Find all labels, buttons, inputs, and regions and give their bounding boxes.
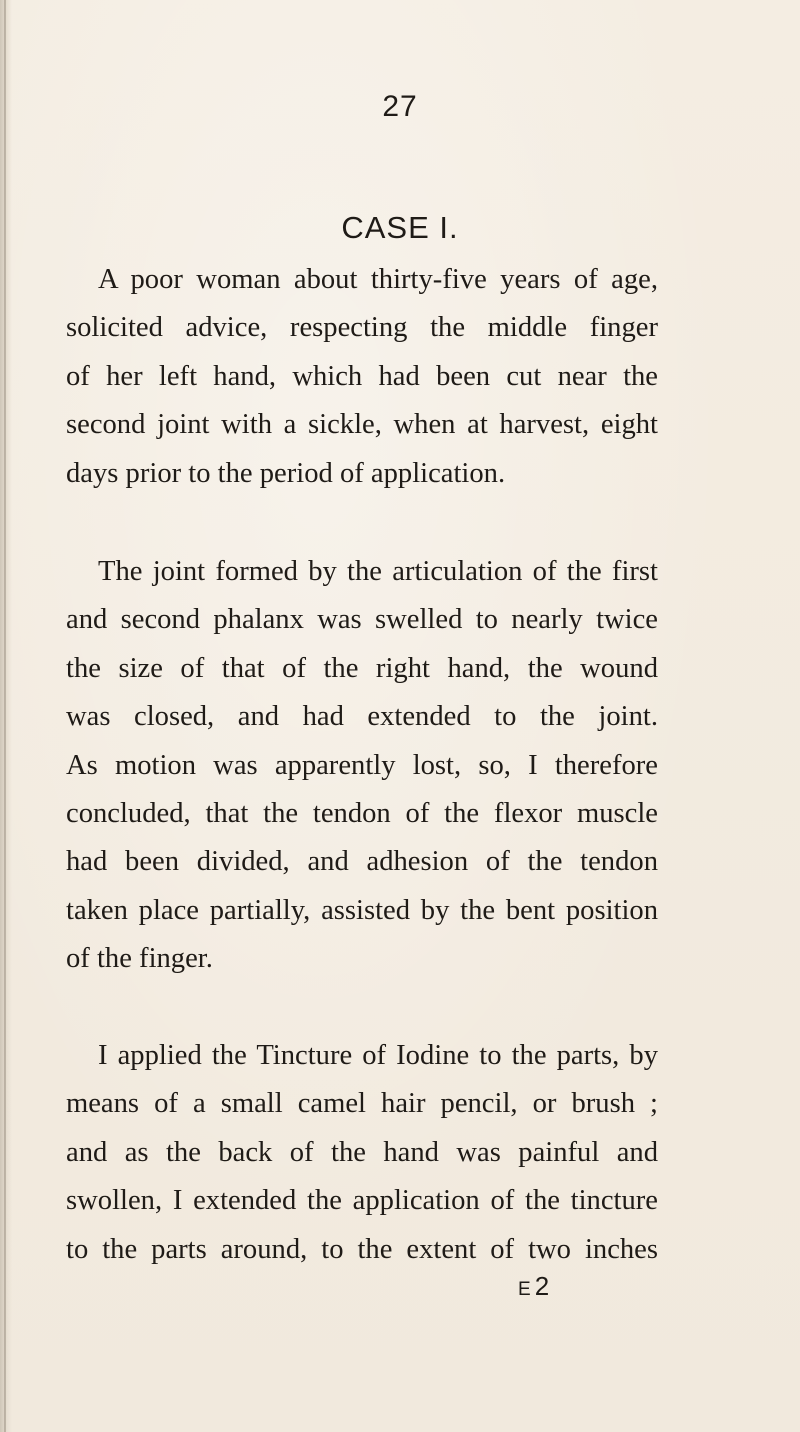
paragraph-2-line-5: As motion was apparently lost, so, I therefore	[66, 749, 658, 781]
paragraph-1-line-1: A poor woman about thirty-five years of age,	[98, 264, 658, 295]
paragraph-1-line-5: days prior to the period of application.	[66, 457, 506, 489]
paragraph-3-line-1: I applied the Tincture of Iodine to the parts, by	[98, 1040, 658, 1071]
paragraph-1-line-4: second joint with a sickle, when at harvest, eight	[66, 409, 658, 441]
paragraph-1-line-3: of her left hand, which had been cut near the	[66, 360, 658, 392]
paragraph-2-line-7: had been divided, and adhesion of the tendon	[66, 846, 658, 878]
paragraph-2-line-4: was closed, and had extended to the joint.	[66, 701, 658, 733]
case-title: CASE I.	[341, 210, 459, 245]
paragraph-1-line-2: solicited advice, respecting the middle finger	[66, 312, 658, 344]
paragraph-3-line-5: to the parts around, to the extent of two inches	[66, 1233, 658, 1265]
paragraph-2-line-3: the size of that of the right hand, the wound	[66, 652, 658, 684]
signature-letter: E	[518, 1279, 535, 1300]
signature-mark	[518, 1271, 553, 1302]
paragraph-3	[66, 1032, 658, 1274]
paragraph-2	[66, 548, 658, 984]
paragraph-2-line-6: concluded, that the tendon of the flexor muscle	[66, 798, 658, 830]
paragraph-2-line-2: and second phalanx was swelled to nearly twice	[66, 604, 658, 636]
paragraph-3-line-4: swollen, I extended the application of the tincture	[66, 1185, 658, 1217]
paragraph-3-line-2: means of a small camel hair pencil, or brush ;	[66, 1088, 658, 1120]
paragraph-2-line-8: taken place partially, assisted by the bent position	[66, 894, 658, 926]
paragraph-3-line-3: and as the back of the hand was painful and	[66, 1136, 658, 1168]
page-number: 27	[382, 90, 418, 123]
paragraph-1	[66, 256, 658, 498]
paragraph-2-line-1: The joint formed by the articulation of the first	[98, 556, 658, 587]
signature-number: 2	[534, 1271, 554, 1301]
paragraph-2-line-9: of the finger.	[66, 943, 213, 975]
